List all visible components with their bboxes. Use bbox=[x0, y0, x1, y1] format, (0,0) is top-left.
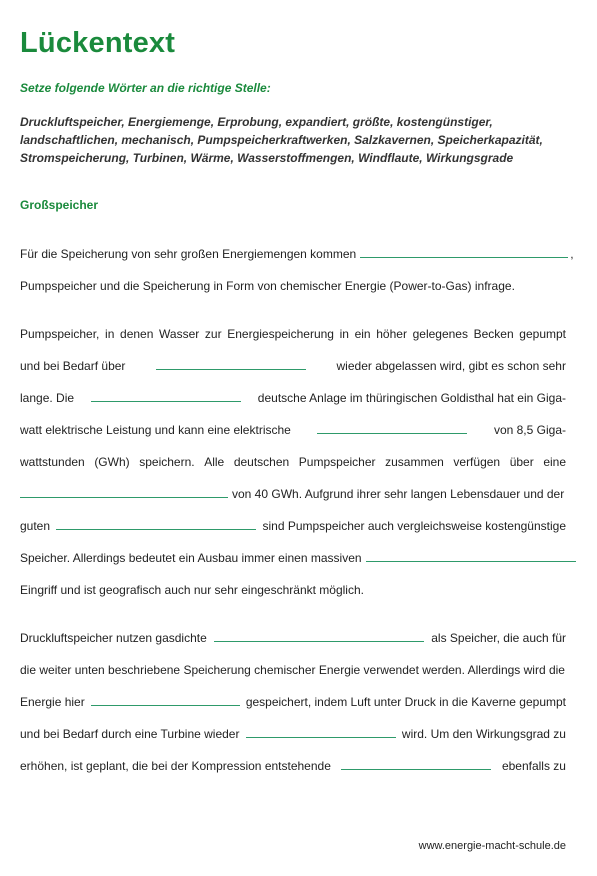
blank-field[interactable] bbox=[341, 759, 491, 770]
text-span: watt elektrische Leistung und kann eine elektrische bbox=[20, 423, 291, 437]
blank-field[interactable] bbox=[214, 631, 424, 642]
text-line bbox=[20, 246, 574, 262]
text-span: Pumpspeicher und die Speicherung in Form von chemischer Energie (Power-to-Gas) infrage. bbox=[20, 279, 515, 293]
word: deutschen bbox=[233, 455, 290, 469]
text-span: und bei Bedarf über bbox=[20, 359, 126, 373]
text-span: guten bbox=[20, 519, 51, 533]
word: gepumpt bbox=[519, 327, 566, 341]
text-line bbox=[20, 550, 566, 566]
text-line bbox=[20, 454, 566, 470]
word: über bbox=[509, 455, 534, 469]
text-span: wird. Um den Wirkungsgrad zu bbox=[401, 727, 566, 741]
text-line bbox=[20, 422, 566, 438]
instruction: Setze folgende Wörter an die richtige Stelle: bbox=[20, 81, 271, 95]
text-line bbox=[20, 518, 566, 534]
blank-field[interactable] bbox=[246, 727, 396, 738]
word: Alle bbox=[204, 455, 225, 469]
text-line bbox=[20, 278, 566, 294]
blank-field[interactable] bbox=[56, 519, 256, 530]
text-span: wieder abgelassen wird, gibt es schon sehr bbox=[336, 359, 566, 373]
text-line bbox=[20, 662, 566, 678]
word: in bbox=[105, 327, 115, 341]
text-line bbox=[20, 726, 566, 742]
text-line bbox=[20, 358, 566, 374]
word: Wasser bbox=[159, 327, 200, 341]
text-span: erhöhen, ist geplant, die bei der Kompression entstehende bbox=[20, 759, 331, 773]
word: zusammen bbox=[385, 455, 444, 469]
blank-field[interactable] bbox=[20, 487, 228, 498]
blank-field[interactable] bbox=[317, 423, 467, 434]
text-line bbox=[20, 582, 566, 598]
word: eine bbox=[543, 455, 566, 469]
text-line bbox=[20, 390, 566, 406]
text-line bbox=[20, 486, 566, 502]
word: denen bbox=[120, 327, 154, 341]
text-span: von 8,5 Giga- bbox=[493, 423, 566, 437]
blank-field[interactable] bbox=[366, 551, 576, 562]
text-span: Für die Speicherung von sehr großen Energiemengen kommen bbox=[20, 247, 357, 261]
website-url: www.energie-macht-schule.de bbox=[418, 840, 566, 852]
section-title: Großspeicher bbox=[20, 198, 99, 212]
text-span: , bbox=[570, 247, 574, 261]
word: Pumpspeicher bbox=[298, 455, 376, 469]
text-span: die weiter unten beschriebene Speicherung chemischer Energie verwendet werden. Allerdings wird die bbox=[20, 663, 565, 677]
text-line bbox=[20, 326, 566, 342]
word: in bbox=[339, 327, 349, 341]
word-list: Druckluftspeicher, Energiemenge, Erprobung, expandiert, größte, kostengünstiger, landschaftlichen, mechanisch, Pumpspeicherkraftwerken, Salzkavernen, Speicherkapazität, Stromspeicherung, Turbinen, Wärme, Wasserstoffmengen, Windflaute, Wirkungsgrade bbox=[20, 115, 543, 165]
word: Becken bbox=[473, 327, 514, 341]
text-span: Eingriff und ist geografisch auch nur sehr eingeschränkt möglich. bbox=[20, 583, 364, 597]
text-span: Energie hier bbox=[20, 695, 85, 709]
word: speichern. bbox=[139, 455, 195, 469]
text-span: Speicher. Allerdings bedeutet ein Ausbau immer einen massiven bbox=[20, 551, 362, 565]
text-span: deutsche Anlage im thüringischen Goldisthal hat ein Giga- bbox=[257, 391, 566, 405]
blank-field[interactable] bbox=[91, 695, 240, 706]
text-span: sind Pumpspeicher auch vergleichsweise kostengünstige bbox=[262, 519, 566, 533]
text-span: von 40 GWh. Aufgrund ihrer sehr langen Lebensdauer und der bbox=[232, 487, 565, 501]
word: Pumpspeicher, bbox=[20, 327, 100, 341]
word: zur bbox=[204, 327, 222, 341]
word: gelegenes bbox=[412, 327, 468, 341]
text-line bbox=[20, 758, 566, 774]
word: Energiespeicherung bbox=[227, 327, 334, 341]
text-span: gespeichert, indem Luft unter Druck in die Kaverne gepumpt bbox=[245, 695, 566, 709]
blank-field[interactable] bbox=[91, 391, 241, 402]
page-title: Lückentext bbox=[20, 27, 176, 59]
text-line bbox=[20, 694, 566, 710]
blank-field[interactable] bbox=[156, 359, 306, 370]
text-line bbox=[20, 630, 566, 646]
word: verfügen bbox=[453, 455, 501, 469]
text-span: ebenfalls zu bbox=[501, 759, 566, 773]
text-span: Druckluftspeicher nutzen gasdichte bbox=[20, 631, 207, 645]
word: höher bbox=[376, 327, 407, 341]
text-span: lange. Die bbox=[20, 391, 75, 405]
word: ein bbox=[354, 327, 371, 341]
word: wattstunden bbox=[20, 455, 85, 469]
text-span: als Speicher, die auch für bbox=[431, 631, 566, 645]
text-span: und bei Bedarf durch eine Turbine wieder bbox=[20, 727, 240, 741]
blank-field[interactable] bbox=[360, 247, 568, 258]
word: (GWh) bbox=[94, 455, 130, 469]
